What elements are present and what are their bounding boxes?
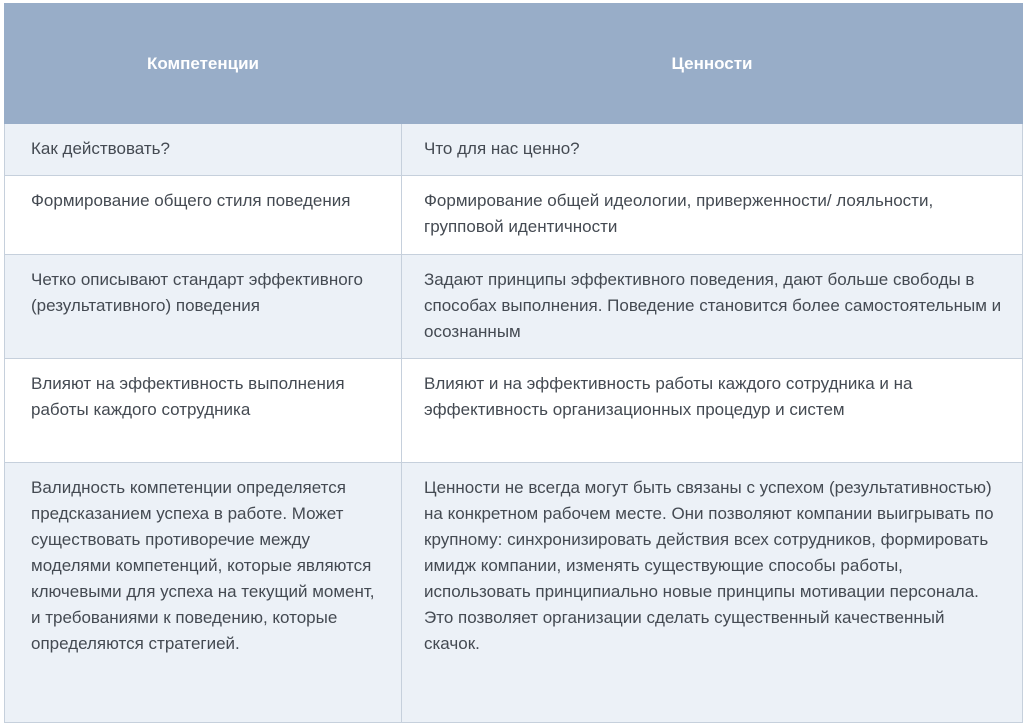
table-row [5,463,1023,723]
table-row [5,255,1023,359]
comparison-table-container [4,3,1022,723]
cell-values: Формирование общей идеологии, приверженности/ лояльности, групповой идентичности [402,176,1023,255]
cell-competencies: Валидность компетенции определяется предсказанием успеха в работе. Может существовать противоречие между моделями компетенций, которые являются ключевыми для успеха на текущий момент, и требованиями к поведению, которые определяются стратегией. [5,463,402,723]
cell-competencies: Формирование общего стиля поведения [5,176,402,255]
header-competencies: Компетенции [5,4,402,124]
header-values: Ценности [402,4,1023,124]
cell-competencies: Как действовать? [5,124,402,176]
cell-values: Что для нас ценно? [402,124,1023,176]
comparison-table [4,3,1023,723]
cell-values: Влияют и на эффективность работы каждого сотрудника и на эффективность организационных процедур и систем [402,359,1023,463]
cell-competencies: Четко описывают стандарт эффективного (результативного) поведения [5,255,402,359]
table-header-row [5,4,1023,124]
cell-competencies: Влияют на эффективность выполнения работы каждого сотрудника [5,359,402,463]
cell-values: Ценности не всегда могут быть связаны с успехом (результативностью) на конкретном рабочем месте. Они позволяют компании выигрывать по крупному: синхронизировать действия всех сотрудников, формировать имидж компании, изменять существующие способы работы, использовать принципиально новые принципы мотивации персонала. Это позволяет организации сделать существенный качественный скачок. [402,463,1023,723]
table-row [5,359,1023,463]
cell-values: Задают принципы эффективного поведения, дают больше свободы в способах выполнения. Поведение становится более самостоятельным и осознанным [402,255,1023,359]
table-row [5,176,1023,255]
table-row [5,124,1023,176]
